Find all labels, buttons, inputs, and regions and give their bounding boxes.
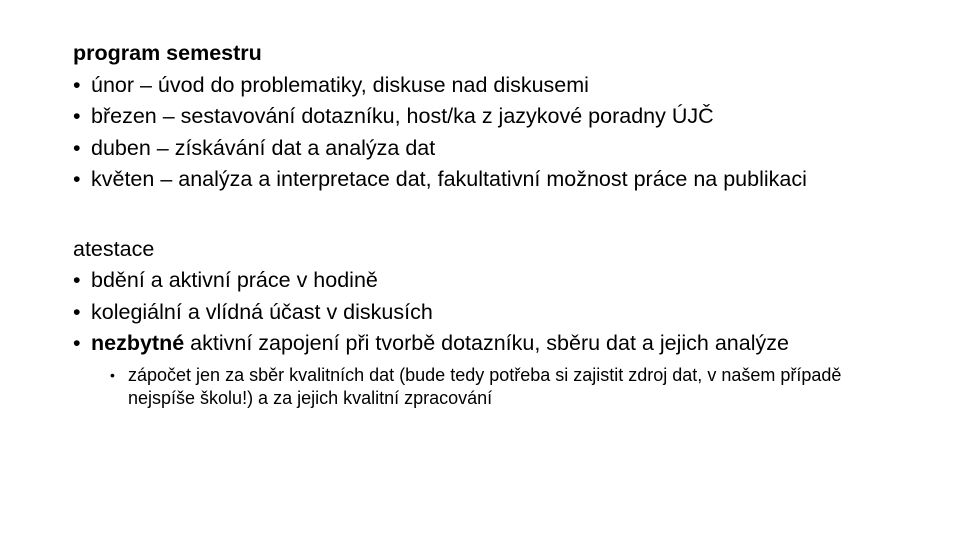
section-gap bbox=[73, 196, 933, 234]
list-item: • kolegiální a vlídná účast v diskusích bbox=[73, 297, 933, 329]
sub-list-wrapper bbox=[73, 364, 933, 410]
section-title-atestace: atestace bbox=[73, 236, 155, 261]
list-item-with-emphasis bbox=[73, 328, 933, 360]
sub-list bbox=[110, 364, 933, 410]
emphasis-text: nezbytné bbox=[91, 331, 185, 355]
atestace-list bbox=[73, 265, 933, 360]
sub-list-item: • zápočet jen za sběr kvalitních dat (bude tedy potřeba si zajistit zdroj dat, v našem případě nejspíše školu!) a za jejich kvalitní zpracování bbox=[110, 364, 868, 410]
list-item-text: aktivní zapojení při tvorbě dotazníku, sběru dat a jejich analýze bbox=[184, 331, 789, 355]
list-item: • únor – úvod do problematiky, diskuse nad diskusemi bbox=[73, 70, 933, 102]
slide-content bbox=[73, 38, 933, 410]
list-item: • bdění a aktivní práce v hodině bbox=[73, 265, 933, 297]
list-item: • duben – získávání dat a analýza dat bbox=[73, 133, 933, 165]
section-title-program: program semestru bbox=[73, 41, 262, 65]
program-list bbox=[73, 70, 933, 196]
list-item: • květen – analýza a interpretace dat, fakultativní možnost práce na publikaci bbox=[73, 164, 933, 196]
list-item: • březen – sestavování dotazníku, host/ka z jazykové poradny ÚJČ bbox=[73, 101, 933, 133]
